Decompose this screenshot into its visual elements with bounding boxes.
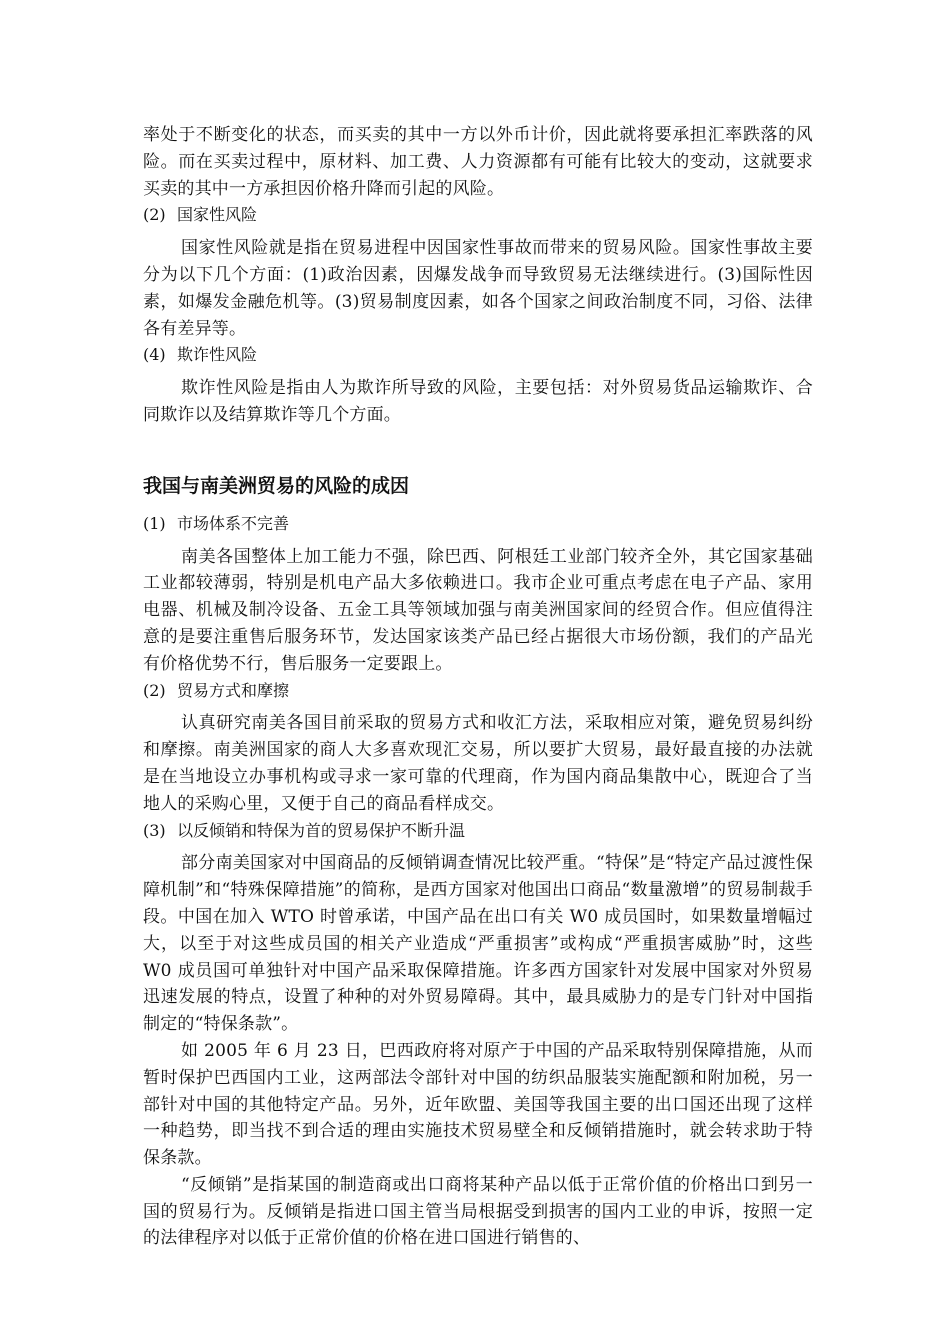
risk-item-title: 欺诈性风险: [177, 345, 258, 365]
risk-item-title: 国家性风险: [177, 205, 258, 225]
risk-item-heading: [143, 202, 813, 229]
risk-item-body: 国家性风险就是指在贸易进程中因国家性事故而带来的贸易风险。国家性事故主要分为以下几个方面：(1)政治因素，因爆发战争而导致贸易无法继续进行。(3)国际性因素，如爆发金融危机等。(3)贸易制度因素，如各个国家之间政治制度不同，习俗、法律各有差异等。: [143, 238, 813, 339]
document-page: [143, 122, 813, 1252]
cause-item-number: (1): [143, 513, 166, 533]
cause-item-title: 贸易方式和摩擦: [177, 680, 290, 700]
cause-item-number: (3): [143, 820, 166, 840]
cause-item-number: (2): [143, 680, 166, 700]
risk-item-body: 欺诈性风险是指由人为欺诈所导致的风险，主要包括：对外贸易货品运输欺诈、合同欺诈以及结算欺诈等几个方面。: [143, 378, 813, 425]
risk-item-heading: [143, 342, 813, 369]
risk-item-number: (4): [143, 345, 166, 365]
cause-item-paragraph: 部分南美国家对中国商品的反倾销调查情况比较严重。“特保”是“特定产品过渡性保障机制”和“特殊保障措施”的简称，是西方国家对他国出口商品“数量激增”的贸易制裁手段。中国在加入 WTO 时曾承诺，中国产品在出口有关 W0 成员国时，如果数量增幅过大，以至于对这些成员国的相关产业造成“严重损害”或构成“严重损害威胁”时，这些 W0 成员国可单独针对中国产品采取保障措施。许多西方国家针对发展中国家对外贸易迅速发展的特点，设置了种种的对外贸易障碍。其中，最具威胁力的是专门针对中国指制定的“特保条款”。: [143, 853, 813, 1035]
cause-item-title: 市场体系不完善: [177, 513, 290, 533]
cause-item-paragraph: 认真研究南美各国目前采取的贸易方式和收汇方法，采取相应对策，避免贸易纠纷和摩擦。南美洲国家的商人大多喜欢现汇交易，所以要扩大贸易，最好最直接的办法就是在当地设立办事机构或寻求一家可靠的代理商，作为国内商品集散中心，既迎合了当地人的采购心里，又便于自己的商品看样成交。: [143, 713, 813, 814]
section-title: 我国与南美洲贸易的风险的成因: [143, 474, 410, 497]
cause-item-paragraph: 南美各国整体上加工能力不强，除巴西、阿根廷工业部门较齐全外，其它国家基础工业都较薄弱，特别是机电产品大多依赖进口。我市企业可重点考虑在电子产品、家用电器、机械及制冷设备、五金工具等领域加强与南美洲国家间的经贸合作。但应值得注意的是要注重售后服务环节，发达国家该类产品已经占据很大市场份额，我们的产品光有价格优势不行，售后服务一定要跟上。: [143, 546, 813, 674]
cause-item-heading: [143, 678, 813, 705]
risk-item-number: (2): [143, 205, 166, 225]
cause-item-heading: [143, 818, 813, 845]
cause-item-title: 以反倾销和特保为首的贸易保护不断升温: [177, 820, 466, 840]
cause-item-paragraph: 如 2005 年 6 月 23 日，巴西政府将对原产于中国的产品采取特别保障措施，从而暂时保护巴西国内工业，这两部法令部针对中国的纺织品服装实施配额和附加税，另一部针对中国的其他特定产品。另外，近年欧盟、美国等我国主要的出口国还出现了这样一种趋势，即当找不到合适的理由实施技术贸易壁全和反倾销措施时，就会转求助于特保条款。: [143, 1040, 813, 1169]
intro-paragraph: 率处于不断变化的状态，而买卖的其中一方以外币计价，因此就将要承担汇率跌落的风险。而在买卖过程中，原材料、加工费、人力资源都有可能有比较大的变动，这就要求买卖的其中一方承担因价格升降而引起的风险。: [143, 125, 813, 199]
cause-item-paragraph: “反倾销”是指某国的制造商或出口商将某种产品以低于正常价值的价格出口到另一国的贸易行为。反倾销是指进口国主管当局根据受到损害的国内工业的申诉，按照一定的法律程序对以低于正常价值的价格在进口国进行销售的、: [143, 1174, 813, 1249]
cause-item-heading: [143, 511, 813, 538]
